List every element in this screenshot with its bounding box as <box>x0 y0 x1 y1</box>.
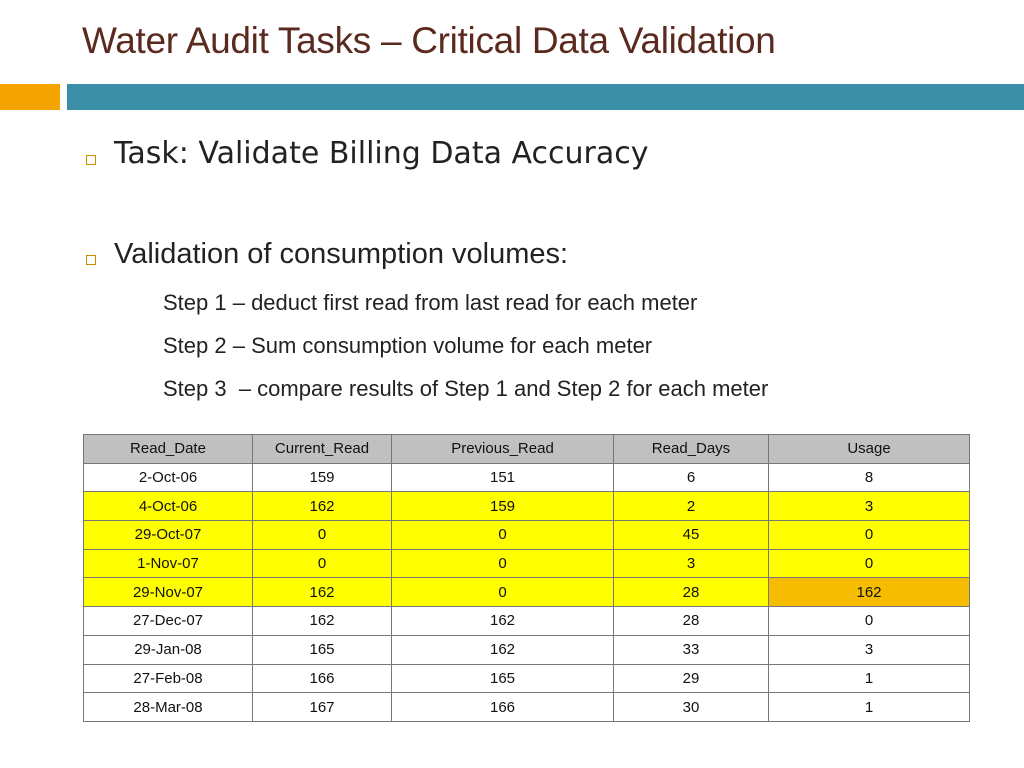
cell-previous-read: 162 <box>392 635 614 664</box>
cell-usage: 1 <box>769 693 970 722</box>
step-1-text: Step 1 – deduct first read from last read for each meter <box>163 290 698 315</box>
cell-current-read: 165 <box>253 635 392 664</box>
cell-current-read: 0 <box>253 549 392 578</box>
cell-read-date: 4-Oct-06 <box>84 492 253 521</box>
cell-usage-anomaly: 162 <box>769 578 970 607</box>
header-read-date: Read_Date <box>84 435 253 464</box>
table-row <box>84 693 970 722</box>
cell-previous-read: 165 <box>392 664 614 693</box>
cell-read-days: 45 <box>614 521 769 550</box>
cell-previous-read: 166 <box>392 693 614 722</box>
cell-read-days: 28 <box>614 607 769 636</box>
cell-read-days: 30 <box>614 693 769 722</box>
table-row-highlighted <box>84 578 970 607</box>
cell-read-date: 29-Nov-07 <box>84 578 253 607</box>
cell-read-days: 29 <box>614 664 769 693</box>
cell-usage: 0 <box>769 549 970 578</box>
square-bullet-icon <box>86 155 96 165</box>
cell-previous-read: 0 <box>392 521 614 550</box>
cell-current-read: 0 <box>253 521 392 550</box>
cell-read-date: 1-Nov-07 <box>84 549 253 578</box>
cell-previous-read: 159 <box>392 492 614 521</box>
cell-read-date: 2-Oct-06 <box>84 463 253 492</box>
cell-previous-read: 162 <box>392 607 614 636</box>
table-row <box>84 635 970 664</box>
cell-current-read: 162 <box>253 492 392 521</box>
cell-read-days: 3 <box>614 549 769 578</box>
cell-read-days: 6 <box>614 463 769 492</box>
cell-current-read: 162 <box>253 607 392 636</box>
square-bullet-icon <box>86 255 96 265</box>
cell-current-read: 159 <box>253 463 392 492</box>
table-row <box>84 607 970 636</box>
cell-read-date: 29-Jan-08 <box>84 635 253 664</box>
cell-previous-read: 0 <box>392 549 614 578</box>
cell-previous-read: 0 <box>392 578 614 607</box>
table-header-row <box>84 435 970 464</box>
header-usage: Usage <box>769 435 970 464</box>
cell-usage: 3 <box>769 492 970 521</box>
accent-bar-orange <box>0 84 60 110</box>
cell-read-days: 28 <box>614 578 769 607</box>
cell-usage: 0 <box>769 521 970 550</box>
table-row <box>84 463 970 492</box>
header-current-read: Current_Read <box>253 435 392 464</box>
table-row-highlighted <box>84 492 970 521</box>
cell-current-read: 166 <box>253 664 392 693</box>
cell-usage: 1 <box>769 664 970 693</box>
step-3-text: Step 3 – compare results of Step 1 and Step 2 for each meter <box>163 376 769 401</box>
meter-readings-table <box>83 434 970 722</box>
cell-previous-read: 151 <box>392 463 614 492</box>
bullet-task: Task: Validate Billing Data Accuracy <box>114 136 649 171</box>
bullet-validation: Validation of consumption volumes: <box>114 238 569 270</box>
slide-title: Water Audit Tasks – Critical Data Validation <box>82 20 776 61</box>
cell-read-date: 28-Mar-08 <box>84 693 253 722</box>
cell-read-date: 27-Dec-07 <box>84 607 253 636</box>
cell-usage: 8 <box>769 463 970 492</box>
cell-usage: 0 <box>769 607 970 636</box>
cell-read-date: 27-Feb-08 <box>84 664 253 693</box>
table-row-highlighted <box>84 521 970 550</box>
cell-read-days: 33 <box>614 635 769 664</box>
cell-usage: 3 <box>769 635 970 664</box>
step-2-text: Step 2 – Sum consumption volume for each meter <box>163 333 653 358</box>
header-read-days: Read_Days <box>614 435 769 464</box>
header-previous-read: Previous_Read <box>392 435 614 464</box>
accent-bar-teal <box>67 84 1024 110</box>
table-row <box>84 664 970 693</box>
table-row-highlighted <box>84 549 970 578</box>
cell-current-read: 167 <box>253 693 392 722</box>
cell-read-date: 29-Oct-07 <box>84 521 253 550</box>
cell-read-days: 2 <box>614 492 769 521</box>
cell-current-read: 162 <box>253 578 392 607</box>
